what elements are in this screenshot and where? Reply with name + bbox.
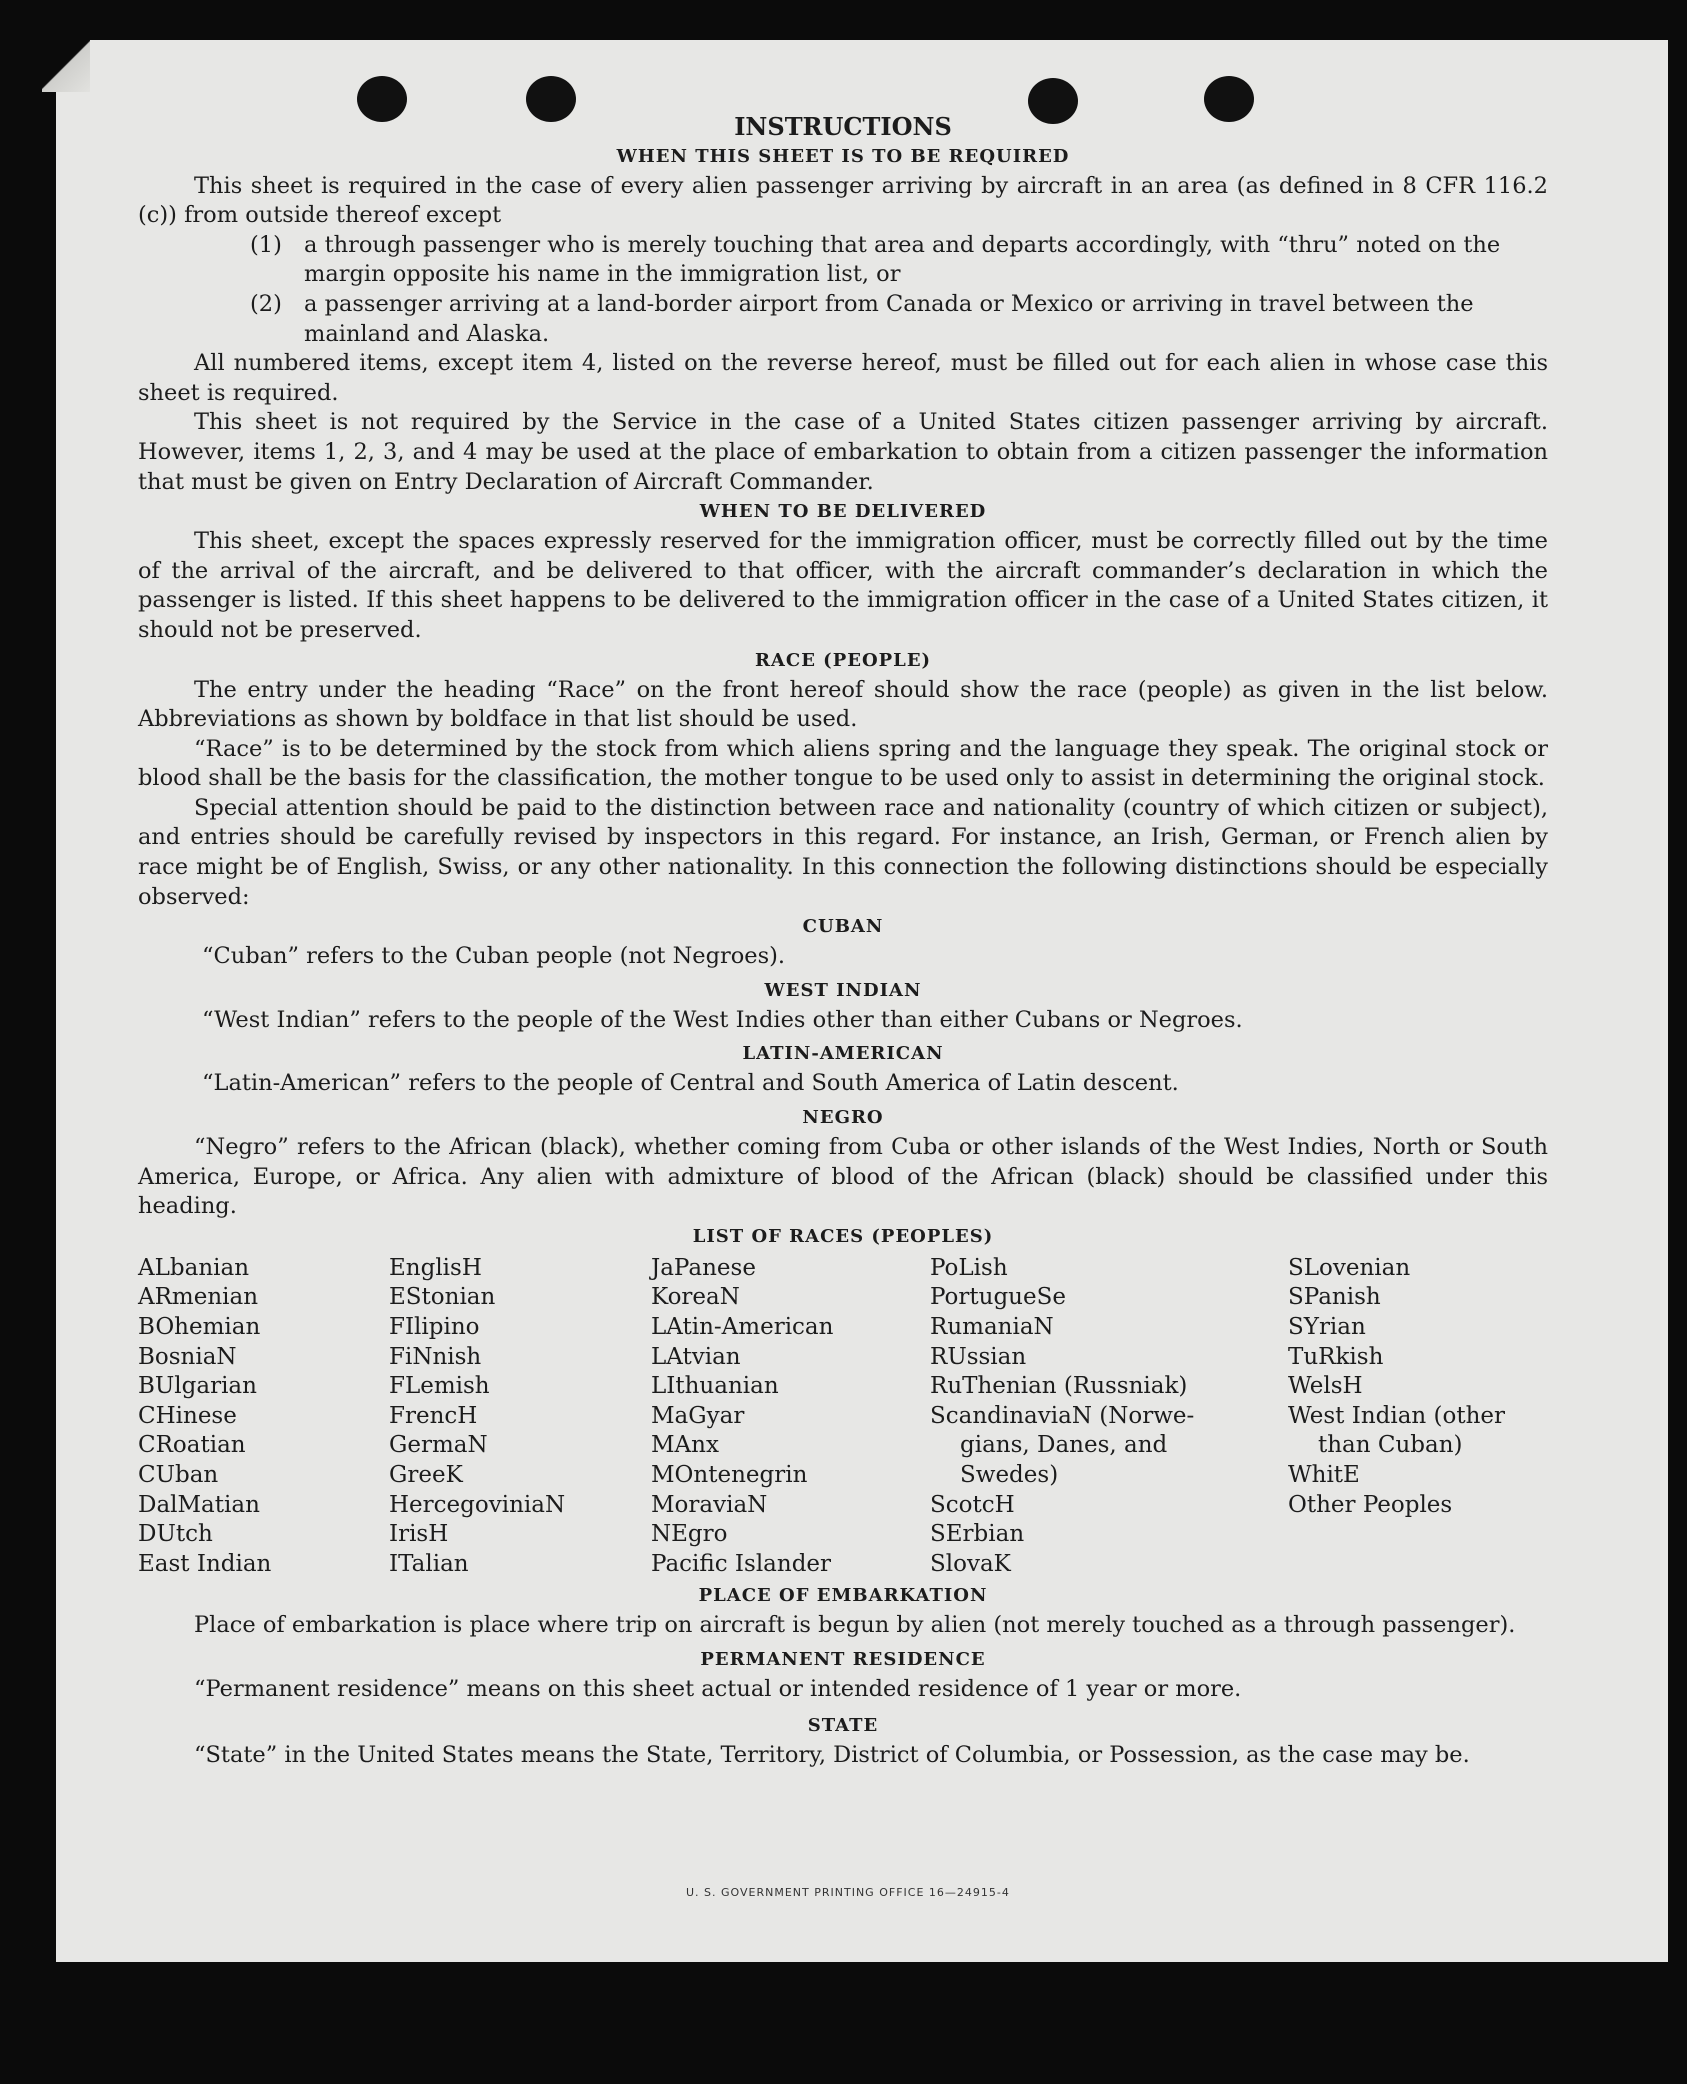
list-item: CHinese [138,1402,237,1429]
paragraph: “Latin-American” refers to the people of Central and South America of Latin descent. [202,1070,1179,1097]
list-item: EStonian [389,1284,496,1311]
paragraph: “Cuban” refers to the Cuban people (not Negroes). [202,943,786,970]
heading-list-of-races: LIST OF RACES (PEOPLES) [692,1225,994,1247]
race-column-4 [930,1254,1288,1580]
list-item: ITalian [389,1550,469,1577]
race-column-2 [389,1254,651,1580]
item-text: a through passenger who is merely touching that area and departs accordingly, with “thru” noted on the margin opposite his name in the immigration list, or [304,231,1501,288]
list-item: LIthuanian [651,1373,779,1400]
list-item: IrisH [389,1521,449,1548]
numbered-item [250,231,1548,290]
page-title: INSTRUCTIONS [734,112,952,141]
item-text: a passenger arriving at a land-border airport from Canada or Mexico or arriving in travel between the mainland and Alaska. [304,290,1474,347]
paragraph: The entry under the heading “Race” on the front hereof should show the race (people) as given in the list below. Abbreviations as shown by boldface in that list should be used. [138,676,1548,733]
heading-permanent-residence: PERMANENT RESIDENCE [700,1648,986,1670]
list-item: TuRkish [1288,1343,1384,1370]
list-item: RUssian [930,1343,1027,1370]
race-list [138,1254,1548,1580]
list-item: MaGyar [651,1402,745,1429]
list-item: SlovaK [930,1550,1011,1577]
paragraph: Special attention should be paid to the distinction between race and nationality (country of which citizen or subject), and entries should be carefully revised by inspectors in this regard. For instance, an Irish, German, or French alien by race might be of English, Swiss, or any other nationality. In this connection the following distinctions should be especially observed: [138,794,1548,910]
printer-imprint: U. S. GOVERNMENT PRINTING OFFICE 16—24915-4 [686,1886,1010,1899]
list-item: MoraviaN [651,1491,768,1518]
paragraph: “Negro” refers to the African (black), whether coming from Cuba or other islands of the West Indies, North or South America, Europe, or Africa. Any alien with admixture of blood of the African (black) should be classified under this heading. [138,1134,1548,1220]
list-item: JaPanese [651,1254,756,1281]
list-item: NEgro [651,1521,728,1548]
list-item: SYrian [1288,1314,1366,1340]
list-item: GreeK [389,1461,463,1488]
heading-when-delivered: WHEN TO BE DELIVERED [699,501,987,523]
race-column-5 [1288,1254,1538,1580]
item-number: (1) [250,231,282,258]
list-item: MAnx [651,1432,719,1459]
paragraph: “Race” is to be determined by the stock from which aliens spring and the language they speak. The original stock or blood shall be the basis for the classification, the mother tongue to be used only to assist in determining the original stock. [138,735,1548,792]
instructions-content [138,112,1548,1770]
heading-state: STATE [807,1714,879,1736]
heading-negro: NEGRO [802,1107,884,1129]
list-item: DUtch [138,1521,213,1548]
list-item: LAtin-American [651,1314,834,1340]
race-column-1 [138,1254,389,1580]
paragraph: This sheet, except the spaces expressly reserved for the immigration officer, must be correctly filled out by the time of the arrival of the aircraft, and be delivered to that officer, with the aircraft commander’s declaration in which the passenger is listed. If this sheet happens to be delivered to the immigration officer in the case of a United States citizen, it should not be preserved. [138,528,1548,643]
list-item: PoLish [930,1254,1008,1281]
list-item: BosniaN [138,1343,237,1370]
list-item: gians, Danes, and [960,1432,1168,1459]
heading-latin-american: LATIN-AMERICAN [742,1043,944,1065]
heading-west-indian: WEST INDIAN [764,979,922,1001]
folded-corner [42,40,90,92]
list-item: BUlgarian [138,1373,257,1400]
list-item: BOhemian [138,1314,261,1340]
list-item: FiNnish [389,1343,482,1370]
list-item: CRoatian [138,1432,246,1459]
list-item: SPanish [1288,1284,1381,1311]
heading-race: RACE (PEOPLE) [754,649,932,671]
list-item: GermaN [389,1432,488,1459]
list-item: ScandinaviaN (Norwe- [930,1402,1195,1429]
list-item: LAtvian [651,1343,741,1370]
list-item: SErbian [930,1521,1025,1548]
list-item: KoreaN [651,1284,740,1311]
paragraph: “Permanent residence” means on this sheet actual or intended residence of 1 year or more. [194,1675,1242,1702]
list-item: ScotcH [930,1491,1015,1518]
list-item: WhitE [1288,1461,1360,1488]
list-item: CUban [138,1461,219,1488]
list-item: EnglisH [389,1254,482,1281]
race-column-3 [651,1254,930,1580]
list-item: FLemish [389,1373,490,1400]
heading-when-required: WHEN THIS SHEET IS TO BE REQUIRED [616,145,1070,167]
numbered-item [250,290,1548,349]
paragraph: “West Indian” refers to the people of the West Indies other than either Cubans or Negroes. [202,1006,1243,1033]
paragraph: This sheet is not required by the Service in the case of a United States citizen passenger arriving by aircraft. However, items 1, 2, 3, and 4 may be used at the place of embarkation to obtain from a citizen passenger the information that must be given on Entry Declaration of Aircraft Commander. [138,409,1548,495]
list-item: ALbanian [138,1254,250,1281]
heading-place-of-embarkation: PLACE OF EMBARKATION [698,1585,988,1607]
list-item: RuThenian (Russniak) [930,1373,1188,1400]
paragraph: “State” in the United States means the State, Territory, District of Columbia, or Possession, as the case may be. [194,1741,1470,1768]
list-item: Other Peoples [1288,1491,1453,1518]
list-item: East Indian [138,1550,272,1577]
list-item: SLovenian [1288,1254,1411,1281]
list-item: Swedes) [960,1461,1059,1488]
list-item: MOntenegrin [651,1461,808,1488]
list-item: West Indian (other [1288,1402,1506,1429]
item-number: (2) [250,290,282,317]
list-item: ARmenian [138,1284,259,1311]
list-item: FIlipino [389,1314,480,1340]
list-item: HercegoviniaN [389,1491,566,1518]
paragraph: Place of embarkation is place where trip on aircraft is begun by alien (not merely touched as a through passenger). [194,1612,1516,1639]
list-item: WelsH [1288,1373,1363,1400]
paragraph: This sheet is required in the case of every alien passenger arriving by aircraft in an area (as defined in 8 CFR 116.2 (c)) from outside thereof except [138,172,1548,229]
list-item: FrencH [389,1402,478,1429]
heading-cuban: CUBAN [802,916,884,938]
list-item: RumaniaN [930,1314,1054,1340]
list-item: PortugueSe [930,1284,1066,1311]
paragraph: All numbered items, except item 4, listed on the reverse hereof, must be filled out for each alien in whose case this sheet is required. [138,350,1548,406]
list-item: DalMatian [138,1491,260,1518]
list-item: Pacific Islander [651,1550,832,1577]
list-item: than Cuban) [1318,1432,1463,1459]
